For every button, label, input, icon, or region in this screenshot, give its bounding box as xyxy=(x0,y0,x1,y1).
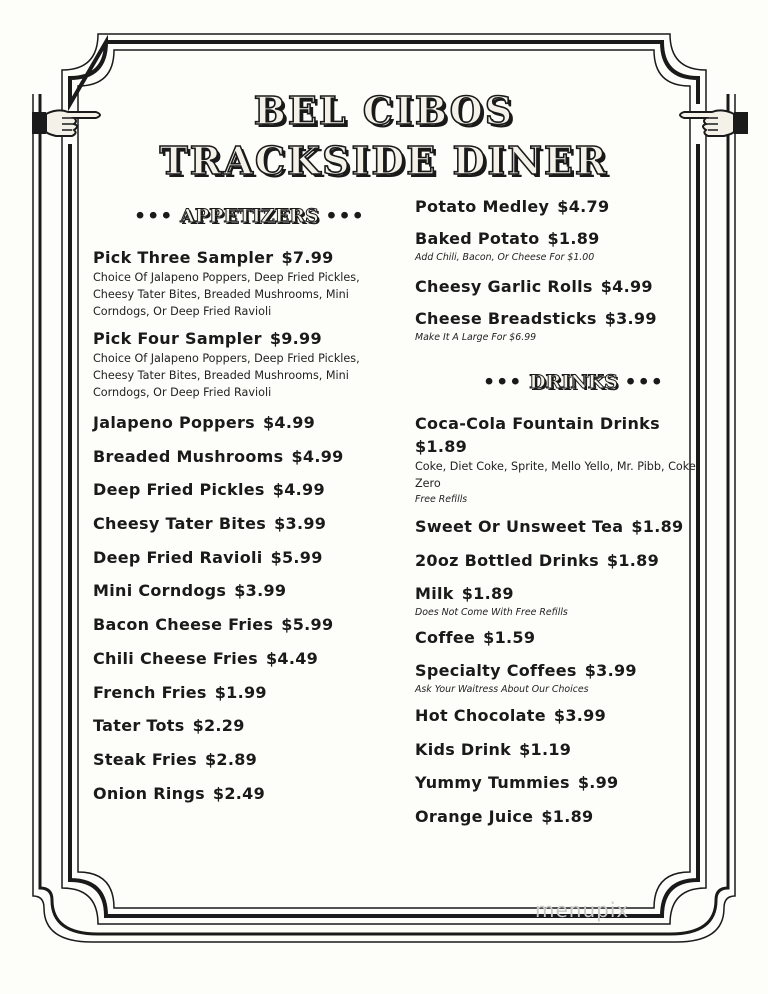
menu-item xyxy=(415,307,705,345)
menu-item xyxy=(415,275,705,298)
item-price: $1.89 xyxy=(541,806,594,826)
item-name: Pick Three Sampler xyxy=(93,248,274,267)
menu-item xyxy=(415,412,705,507)
item-name: Pick Four Sampler xyxy=(93,329,262,348)
item-name: Sweet Or Unsweet Tea xyxy=(415,517,624,536)
heading-dots-right: ••• xyxy=(624,371,664,393)
menu-item xyxy=(415,805,705,828)
item-price: $3.99 xyxy=(604,309,657,328)
appetizers-list xyxy=(93,246,383,805)
restaurant-name: BEL CIBOS xyxy=(253,88,515,133)
menu-item xyxy=(93,546,383,569)
item-name: Cheesy Garlic Rolls xyxy=(415,277,593,296)
item-price: $5.99 xyxy=(281,615,334,635)
restaurant-subtitle: TRACKSIDE DINER xyxy=(159,138,609,183)
drinks-heading xyxy=(483,371,664,393)
item-name: Cheese Breadsticks xyxy=(415,309,597,328)
item-name: Chili Cheese Fries xyxy=(93,648,258,668)
heading-dots-right: ••• xyxy=(325,205,365,227)
item-name: Orange Juice xyxy=(415,806,534,826)
item-price: $3.99 xyxy=(234,581,287,601)
item-name: Mini Corndogs xyxy=(93,581,227,601)
item-price: $4.99 xyxy=(262,413,316,432)
item-name: Coca-Cola Fountain Drinks xyxy=(415,414,660,433)
menu-item xyxy=(93,445,383,468)
item-name: Breaded Mushrooms xyxy=(93,446,284,466)
heading-dots-left: ••• xyxy=(483,371,523,393)
item-note: Add Chili, Bacon, Or Cheese For $1.00 xyxy=(415,252,595,263)
item-price: $5.99 xyxy=(270,547,323,567)
menu-item xyxy=(93,579,383,602)
menu-item xyxy=(415,659,705,697)
item-price: $1.59 xyxy=(483,628,536,647)
item-name: Jalapeno Poppers xyxy=(93,413,255,432)
item-price: $1.89 xyxy=(631,517,684,536)
item-price: $1.89 xyxy=(415,437,468,456)
item-name: Hot Chocolate xyxy=(415,706,546,725)
item-name: Tater Tots xyxy=(93,716,185,736)
item-price: $4.99 xyxy=(291,446,344,466)
item-price: $3.99 xyxy=(553,706,606,725)
item-price: $1.99 xyxy=(214,682,267,702)
item-name: Milk xyxy=(415,584,454,603)
item-name: Bacon Cheese Fries xyxy=(93,615,274,635)
item-price: $1.19 xyxy=(519,739,572,759)
item-price: $1.89 xyxy=(547,229,600,248)
menu-item xyxy=(415,227,705,265)
menu-item xyxy=(93,478,383,501)
item-name: Steak Fries xyxy=(93,749,197,769)
heading-dots-left: ••• xyxy=(134,205,174,227)
item-note: Does Not Come With Free Refills xyxy=(415,607,568,618)
menu-item xyxy=(415,626,705,649)
item-name: Kids Drink xyxy=(415,739,512,759)
appetizers-heading xyxy=(134,205,365,227)
item-price: $2.49 xyxy=(212,783,266,803)
menu-item xyxy=(415,738,705,761)
item-price: $4.99 xyxy=(600,277,653,296)
item-note: Ask Your Waitress About Our Choices xyxy=(415,684,589,695)
menu-item xyxy=(415,582,705,620)
item-name: Baked Potato xyxy=(415,229,540,248)
menu-item xyxy=(93,512,383,535)
item-price: $2.29 xyxy=(192,716,245,736)
item-note: Make It A Large For $6.99 xyxy=(415,332,537,343)
item-name: Onion Rings xyxy=(93,783,205,803)
drinks-title: DRINKS xyxy=(529,371,618,393)
item-name: Coffee xyxy=(415,628,476,647)
drinks-list xyxy=(415,412,705,828)
item-price: $3.99 xyxy=(274,514,327,534)
item-name: Specialty Coffees xyxy=(415,661,577,680)
menu-item xyxy=(415,771,705,794)
menu-item xyxy=(415,195,705,218)
item-price: $1.89 xyxy=(606,550,660,570)
item-note: Free Refills xyxy=(415,494,468,505)
menu-item xyxy=(93,327,383,401)
menu-item xyxy=(93,613,383,636)
item-name: Potato Medley xyxy=(415,197,550,216)
item-name: Cheesy Tater Bites xyxy=(93,514,267,534)
menu-item xyxy=(93,748,383,771)
menu-item xyxy=(93,246,383,320)
item-description: Choice Of Jalapeno Poppers, Deep Fried Pickles, Cheesy Tater Bites, Breaded Mushrooms, Mini Corndogs, Or Deep Fried Ravioli xyxy=(93,352,360,399)
sides-and-drinks-list xyxy=(415,195,705,345)
item-price: $.99 xyxy=(577,773,619,792)
menu-item xyxy=(93,782,383,805)
menu-item xyxy=(415,704,705,727)
item-price: $4.99 xyxy=(272,480,325,500)
item-price: $4.49 xyxy=(266,648,319,668)
item-name: Yummy Tummies xyxy=(415,773,570,792)
item-description: Choice Of Jalapeno Poppers, Deep Fried Pickles, Cheesy Tater Bites, Breaded Mushrooms, Mini Corndogs, Or Deep Fried Ravioli xyxy=(93,271,360,318)
item-name: Deep Fried Pickles xyxy=(93,480,265,500)
watermark: menupix xyxy=(535,898,630,922)
item-price: $1.89 xyxy=(461,584,514,603)
item-description: Coke, Diet Coke, Sprite, Mello Yello, Mr. Pibb, Coke Zero xyxy=(415,460,696,490)
item-price: $9.99 xyxy=(269,329,322,348)
item-name: Deep Fried Ravioli xyxy=(93,547,263,567)
item-price: $3.99 xyxy=(584,661,637,680)
appetizers-title: APPETIZERS xyxy=(180,205,319,227)
item-price: $7.99 xyxy=(281,248,334,267)
item-name: French Fries xyxy=(93,682,207,702)
menu-item xyxy=(415,515,705,538)
menu-item xyxy=(415,549,705,572)
item-price: $4.79 xyxy=(557,197,610,216)
menu-item xyxy=(93,647,383,670)
menu-item xyxy=(93,411,383,434)
menu-item xyxy=(93,714,383,737)
item-name: 20oz Bottled Drinks xyxy=(415,550,599,570)
menu-item xyxy=(93,681,383,704)
item-price: $2.89 xyxy=(205,749,258,769)
